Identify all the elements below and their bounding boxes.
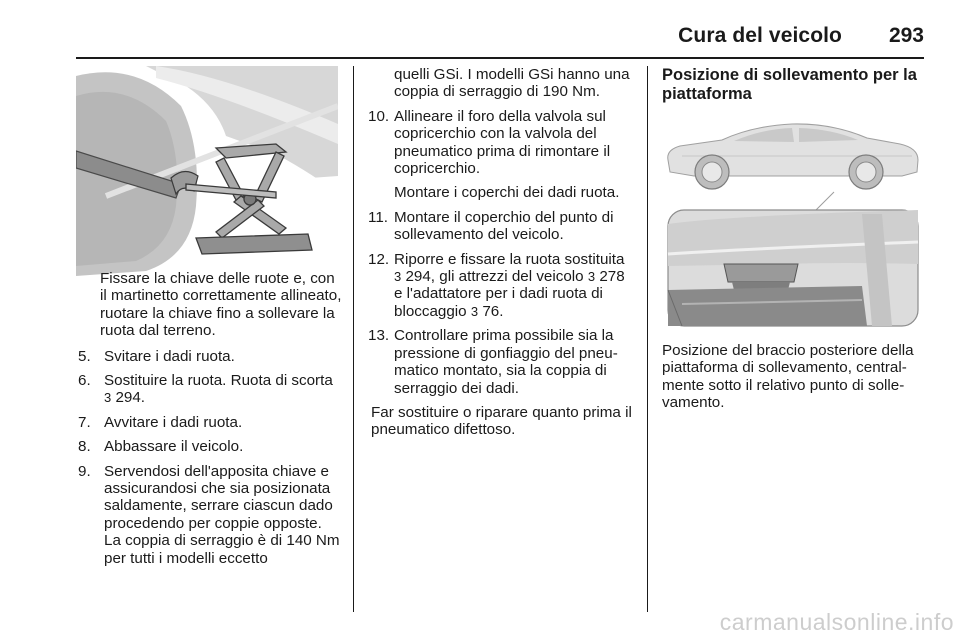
jack-illustration [76, 66, 338, 276]
item-number: 12. [368, 250, 390, 268]
section-title: Cura del veicolo [678, 24, 842, 47]
list-item [368, 327, 634, 397]
page-ref[interactable]: 76. [482, 302, 504, 320]
page-ref-icon: 3 [104, 390, 112, 406]
item-text: Servendosi dell'apposita chiave e assicurandosi che sia posizionata saldamente, serrare ciascun dado procedendo per coppie opposte. La coppia di serraggio è di 140 Nm per tutti i modelli eccetto [104, 462, 340, 567]
column-right [662, 66, 928, 118]
figure-caption: Fissare la chiave delle ruote e, con il martinetto correttamente allineato, ruotare la chiave fino a sollevare la ruota dal terreno. [100, 270, 342, 340]
column-right-caption [662, 342, 928, 412]
item-text-with-ref [104, 372, 342, 407]
item-text: Montare il coperchio del punto di sollevamento del veicolo. [394, 208, 614, 244]
paragraph: Far sostituire o riparare quanto prima il pneumatico difettoso. [371, 403, 632, 439]
list-item [78, 463, 342, 567]
page-ref-icon: 3 [470, 303, 479, 319]
list-item [368, 251, 634, 321]
lift-platform-illustration [662, 114, 924, 328]
figure-caption: Posizione del braccio posteriore della piattaforma di sollevamento, central-mente sotto il relativo punto di solle-vamento. [662, 342, 914, 412]
list-item [78, 414, 342, 431]
page-ref[interactable]: 278 e l'adattatore per i dadi ruota di bloccaggio [394, 268, 625, 320]
page-ref[interactable]: 294. [115, 389, 146, 407]
page-number: 293 [888, 24, 924, 47]
item-number: 8. [78, 438, 91, 456]
item-number: 13. [368, 327, 390, 345]
item-text: Allineare il foro della valvola sul copricerchio con la valvola del pneumatico prima di rimontare il copricerchio. [394, 107, 611, 178]
item-number: 9. [78, 462, 91, 480]
column-divider-2 [647, 66, 648, 612]
item-number: 6. [78, 372, 91, 390]
item-text: Controllare prima possibile sia la pressione di gonfiaggio del pneu-matico montato, sia la coppia di serraggio dei dadi. [394, 327, 618, 397]
section-heading: Posizione di sollevamento per la piattaforma [662, 66, 917, 103]
item-number: 11. [368, 208, 388, 226]
detail-inset [668, 210, 918, 326]
item-number: 7. [78, 413, 91, 431]
item-number: 5. [78, 347, 91, 365]
watermark: carmanualsonline.info [719, 609, 954, 635]
continuation-text: quelli GSi. I modelli GSi hanno una coppia di serraggio di 190 Nm. [394, 66, 630, 101]
item-text-with-refs [394, 251, 634, 321]
page-ref[interactable]: 294, gli attrezzi del veicolo [405, 268, 584, 286]
list-item [368, 108, 634, 178]
column-left [78, 270, 342, 574]
column-middle [368, 66, 634, 439]
list-item [78, 372, 342, 407]
item-text: Riporre e fissare la ruota sostituita [394, 250, 625, 268]
header-rule [76, 57, 924, 59]
list-item [368, 209, 634, 244]
item-text: Sostituire la ruota. Ruota di scorta [104, 372, 333, 390]
item-number: 10. [368, 107, 390, 125]
item-text: Avvitare i dadi ruota. [104, 413, 243, 431]
list-item [78, 348, 342, 365]
item-extra-text: Montare i coperchi dei dadi ruota. [394, 184, 620, 202]
page-ref-icon: 3 [587, 269, 596, 285]
column-divider-1 [353, 66, 354, 612]
page-ref-icon: 3 [394, 269, 402, 285]
list-item [78, 438, 342, 455]
item-text: Abbassare il veicolo. [104, 438, 244, 456]
item-text: Svitare i dadi ruota. [104, 347, 235, 365]
